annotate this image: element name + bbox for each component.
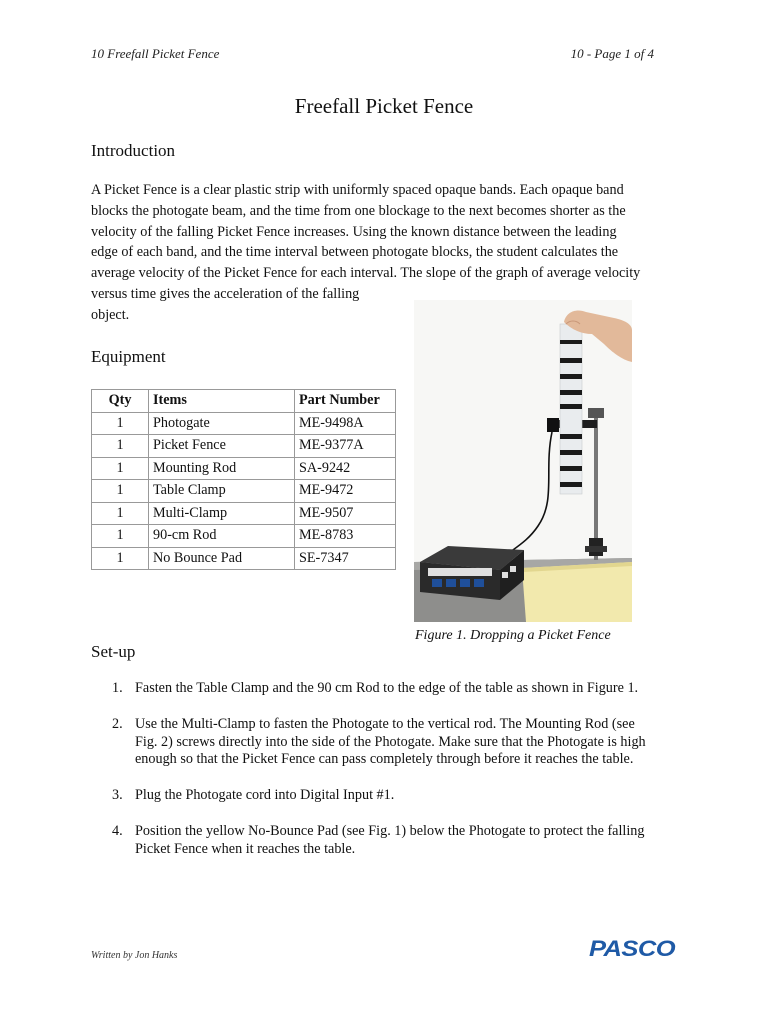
part-cell: ME-9377A [295, 435, 396, 458]
author-credit: Written by Jon Hanks [91, 950, 178, 961]
step-number: 3. [112, 787, 123, 804]
column-header: Part Number [295, 390, 396, 413]
table-row [92, 457, 396, 480]
qty-cell: 1 [92, 547, 149, 570]
table-row [92, 412, 396, 435]
table-row [92, 547, 396, 570]
part-cell: ME-9498A [295, 412, 396, 435]
qty-cell: 1 [92, 480, 149, 503]
interface-box [420, 546, 524, 600]
equipment-table [91, 389, 396, 570]
setup-steps [112, 680, 682, 877]
step-line: Use the Multi-Clamp to fasten the Photogate to the vertical rod. The Mounting Rod (see [135, 715, 635, 732]
table-row [92, 435, 396, 458]
pasco-logo [588, 936, 678, 960]
step-line: Fasten the Table Clamp and the 90 cm Rod to the edge of the table as shown in Figure 1. [135, 680, 639, 696]
part-cell: ME-8783 [295, 525, 396, 548]
table-row [92, 525, 396, 548]
header-left: 10 Freefall Picket Fence [91, 46, 220, 61]
step-number: 1. [112, 680, 123, 696]
step-line: Plug the Photogate cord into Digital Input #1. [135, 787, 395, 804]
qty-cell: 1 [92, 412, 149, 435]
setup-illustration [414, 300, 632, 622]
item-cell: Picket Fence [149, 435, 295, 458]
qty-cell: 1 [92, 525, 149, 548]
item-cell: Mounting Rod [149, 457, 295, 480]
item-cell: Table Clamp [149, 480, 295, 503]
item-cell: Multi-Clamp [149, 502, 295, 525]
column-header: Items [149, 390, 295, 413]
intro-line: average velocity of the Picket Fence for each interval. The slope of the graph of average velocity [91, 265, 641, 282]
intro-line: A Picket Fence is a clear plastic strip with uniformly spaced opaque bands. Each opaque band [91, 182, 624, 198]
page-title: Freefall Picket Fence [294, 94, 474, 118]
equipment-heading: Equipment [91, 347, 166, 366]
column-header: Qty [92, 390, 149, 413]
intro-line: blocks the photogate beam, and the time from one blockage to the next becomes shorter as the [91, 202, 626, 219]
setup-heading: Set-up [91, 642, 136, 661]
intro-line: edge of each band, and the time interval between photogate blocks, the student calculates the [91, 244, 619, 261]
part-cell: ME-9472 [295, 480, 396, 503]
qty-cell: 1 [92, 435, 149, 458]
logo-text: PASCO [589, 936, 676, 960]
header-right: 10 - Page 1 of 4 [570, 46, 654, 61]
part-cell: SA-9242 [295, 457, 396, 480]
item-cell: No Bounce Pad [149, 547, 295, 570]
table-header-row [92, 390, 396, 413]
step-line: Position the yellow No-Bounce Pad (see Fig. 1) below the Photogate to protect the falling [135, 822, 645, 839]
item-cell: 90-cm Rod [149, 525, 295, 548]
item-cell: Photogate [149, 412, 295, 435]
intro-line: object. [91, 306, 130, 323]
intro-line: versus time gives the acceleration of the falling [91, 285, 360, 302]
list-item [112, 716, 682, 769]
picket-fence-photo [414, 300, 632, 622]
table-row [92, 480, 396, 503]
step-line: enough so that the Picket Fence can pass completely through before it reaches the table. [135, 751, 634, 768]
figure-caption: Figure 1. Dropping a Picket Fence [415, 628, 611, 643]
qty-cell: 1 [92, 502, 149, 525]
introduction-heading: Introduction [91, 141, 176, 160]
step-number: 4. [112, 822, 123, 839]
step-line: Picket Fence when it reaches the table. [135, 840, 356, 857]
table-row [92, 502, 396, 525]
intro-line: velocity of the falling Picket Fence increases. Using the known distance between the leading [91, 223, 617, 240]
part-cell: ME-9507 [295, 502, 396, 525]
qty-cell: 1 [92, 457, 149, 480]
list-item [112, 680, 682, 698]
list-item [112, 787, 682, 805]
step-number: 2. [112, 715, 123, 732]
part-cell: SE-7347 [295, 547, 396, 570]
list-item [112, 823, 682, 859]
step-line: Fig. 2) screws directly into the side of the Photogate. Make sure that the Photogate is high [135, 733, 646, 750]
